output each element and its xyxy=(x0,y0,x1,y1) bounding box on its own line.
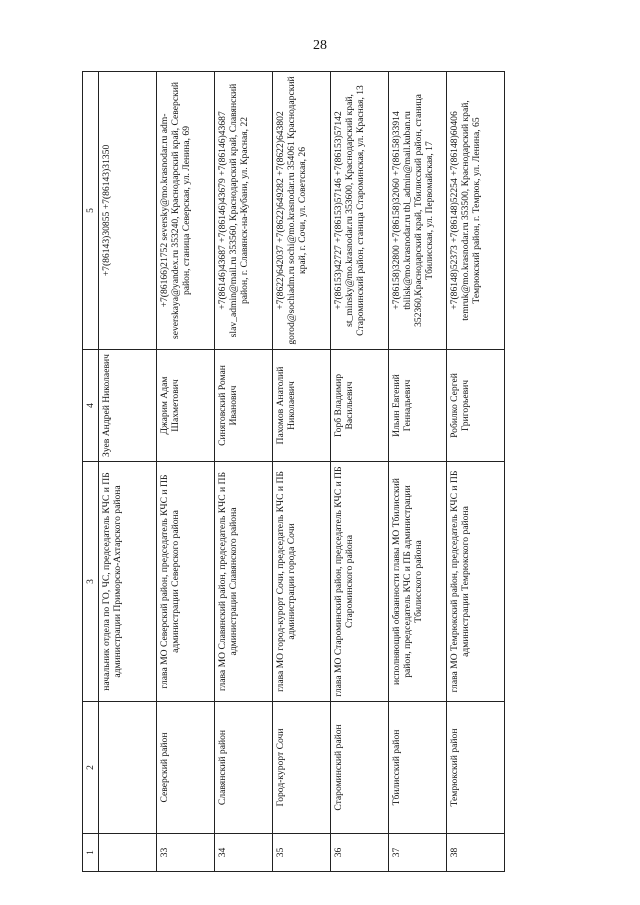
contacts-cell: +7(86146)43687 +7(86146)43679 +7(86146)43687 slav_admin@mail.ru 353560, Краснодарский край, Славянский район, г. Славянск-на-Кубани, ул. Красная, 22 xyxy=(215,72,273,350)
contacts-cell: +7(8622)642037 +7(8622)649282 +7(8622)643802 gorod@sochiadm.ru sochi@mo.krasnodar.ru 354061 Краснодарский край, г. Сочи, ул. Советская, 26 xyxy=(273,72,331,350)
position-cell: глава МО город-курорт Сочи, председатель КЧС и ПБ администрации города Сочи xyxy=(273,462,331,702)
district-cell: Славянский район xyxy=(215,702,273,834)
table-row xyxy=(273,72,331,872)
district-cell: Северский район xyxy=(157,702,215,834)
row-number-cell: 36 xyxy=(331,834,389,872)
official-name-cell: Синяговский Роман Иванович xyxy=(215,350,273,462)
row-number-cell: 34 xyxy=(215,834,273,872)
district-cell: Староминский район xyxy=(331,702,389,834)
row-number-cell: 35 xyxy=(273,834,331,872)
rotated-table-container xyxy=(82,72,557,872)
official-name-cell: Зуев Андрей Николаевич xyxy=(99,350,157,462)
row-number-cell xyxy=(99,834,157,872)
table-row xyxy=(99,72,157,872)
contacts-cell: +7(86143)30855 +7(86143)31350 xyxy=(99,72,157,350)
district-cell xyxy=(99,702,157,834)
table-row xyxy=(389,72,447,872)
table-header-cell: 4 xyxy=(83,350,99,462)
official-name-cell: Робилко Сергей Григорьевич xyxy=(447,350,505,462)
table-row xyxy=(447,72,505,872)
position-cell: глава МО Темрюкский район, председатель КЧС и ПБ администрации Темрюкского района xyxy=(447,462,505,702)
district-cell: Тбилисский район xyxy=(389,702,447,834)
table-header-cell: 1 xyxy=(83,834,99,872)
row-number-cell: 37 xyxy=(389,834,447,872)
page-number: 28 xyxy=(313,38,327,53)
table-header-cell: 3 xyxy=(83,462,99,702)
contacts-cell: +7(86166)21752 seversky@mo.krasnodar.ru adm-severskaya@yandex.ru 353240, Краснодарский край, Северский район, станица Северская, ул. Ленина, 69 xyxy=(157,72,215,350)
row-number-cell: 33 xyxy=(157,834,215,872)
contacts-cell: +7(86148)52373 +7(86148)52254 +7(86148)60406 temruk@mo.krasnodar.ru 353500, Краснодарский край, Темрюкский район, г. Темрюк, ул. Ленина, 65 xyxy=(447,72,505,350)
position-cell: глава МО Северский район, председатель КЧС и ПБ администрации Северского района xyxy=(157,462,215,702)
district-cell: Темрюкский район xyxy=(447,702,505,834)
position-cell: глава МО Староминский район, председатель КЧС и ПБ Староминского района xyxy=(331,462,389,702)
official-name-cell: Джарим Адам Шахметович xyxy=(157,350,215,462)
official-name-cell: Горб Владимир Васильевич xyxy=(331,350,389,462)
table-row xyxy=(157,72,215,872)
district-cell: Город-курорт Сочи xyxy=(273,702,331,834)
table-header-row xyxy=(83,72,99,872)
position-cell: исполняющий обязанности главы МО Тбилисский район, председатель КЧС и ПБ администрации Тбилисского района xyxy=(389,462,447,702)
table-row xyxy=(331,72,389,872)
contacts-cell: +7(86153)42727 +7(86153)57146 +7(86153)57142 st_minsky@mo.krasnodar.ru 353600, Краснодарский край, Староминский район, станица Староминская, ул. Красная, 13 xyxy=(331,72,389,350)
table-row xyxy=(215,72,273,872)
row-number-cell: 38 xyxy=(447,834,505,872)
position-cell: начальник отдела по ГО, ЧС, председатель КЧС и ПБ администрации Приморско-Ахтарского района xyxy=(99,462,157,702)
table-header-cell: 2 xyxy=(83,702,99,834)
contacts-cell: +7(86158)32800 +7(86158)32060 +7(86158)33914 tbilisk@mo.krasnodar.ru tbl_admin@mail.kuban.ru 352360,Краснодарский край, Тбилисский район, станица Тбилисская, ул. Первомайская, 17 xyxy=(389,72,447,350)
rotated-table-area xyxy=(82,72,557,872)
table-header-cell: 5 xyxy=(83,72,99,350)
official-name-cell: Ильин Евгений Геннадьевич xyxy=(389,350,447,462)
official-name-cell: Пахомов Анатолий Николаевич xyxy=(273,350,331,462)
position-cell: глава МО Славянский район, председатель КЧС и ПБ администрации Славянского района xyxy=(215,462,273,702)
contacts-table xyxy=(82,71,505,872)
